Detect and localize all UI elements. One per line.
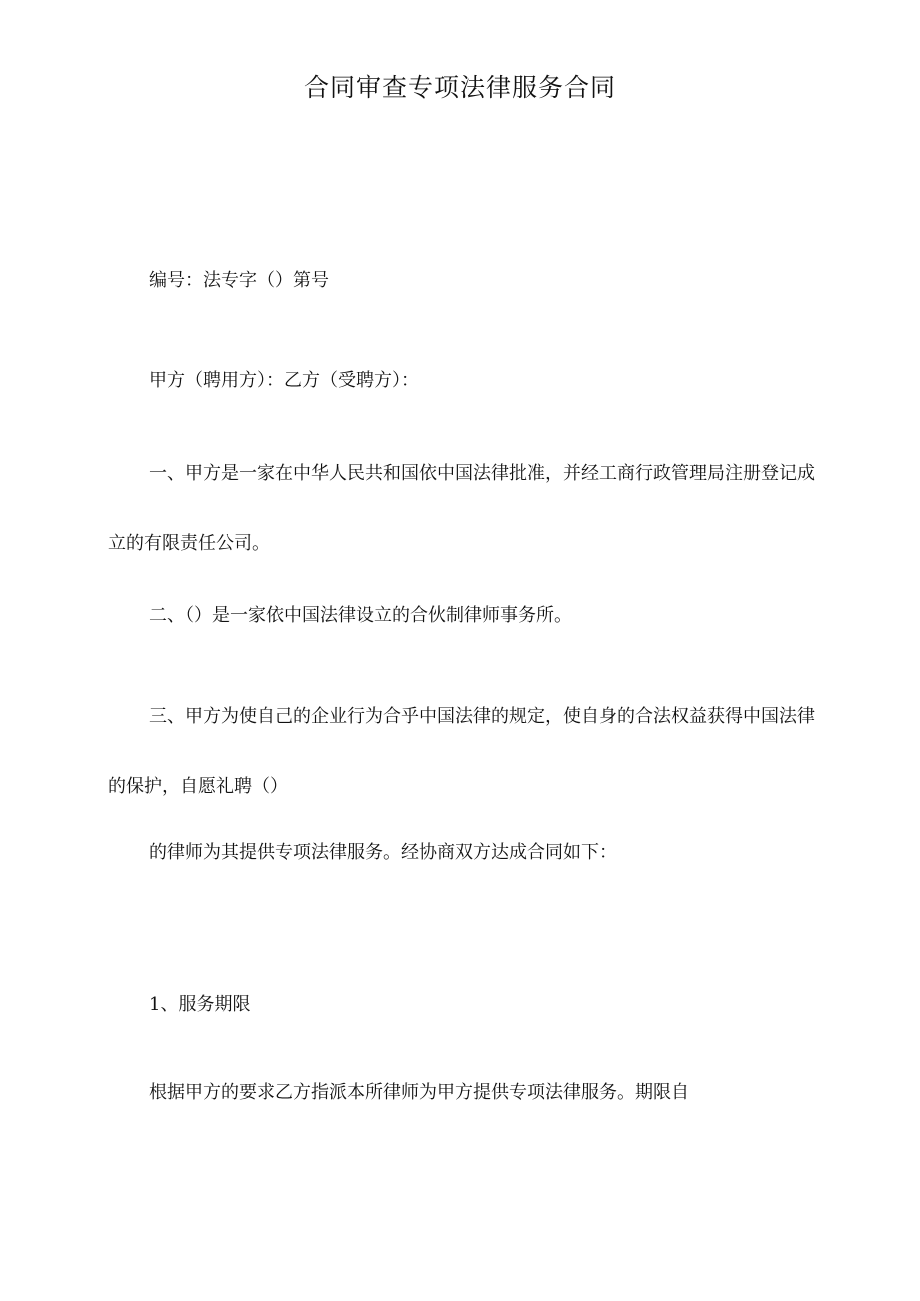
section-heading-service-term: 1、服务期限 bbox=[149, 994, 251, 1015]
contract-number: 编号：法专字（）第号 bbox=[149, 270, 329, 291]
clause-agreement: 的律师为其提供专项法律服务。经协商双方达成合同如下： bbox=[149, 842, 617, 863]
clause-party-a: 一、甲方是一家在中华人民共和国依中国法律批准，并经工商行政管理局注册登记成立的有限责任公司。 bbox=[108, 463, 815, 554]
service-term-text: 根据甲方的要求乙方指派本所律师为甲方提供专项法律服务。期限自 bbox=[149, 1082, 689, 1103]
clause-party-b: 二、（）是一家依中国法律设立的合伙制律师事务所。 bbox=[149, 605, 572, 626]
clause-purpose: 三、甲方为使自己的企业行为合乎中国法律的规定，使自身的合法权益获得中国法律的保护，自愿礼聘（） bbox=[108, 706, 815, 797]
parties-line: 甲方（聘用方）：乙方（受聘方）： bbox=[149, 370, 419, 391]
document-title: 合同审查专项法律服务合同 bbox=[303, 73, 616, 102]
